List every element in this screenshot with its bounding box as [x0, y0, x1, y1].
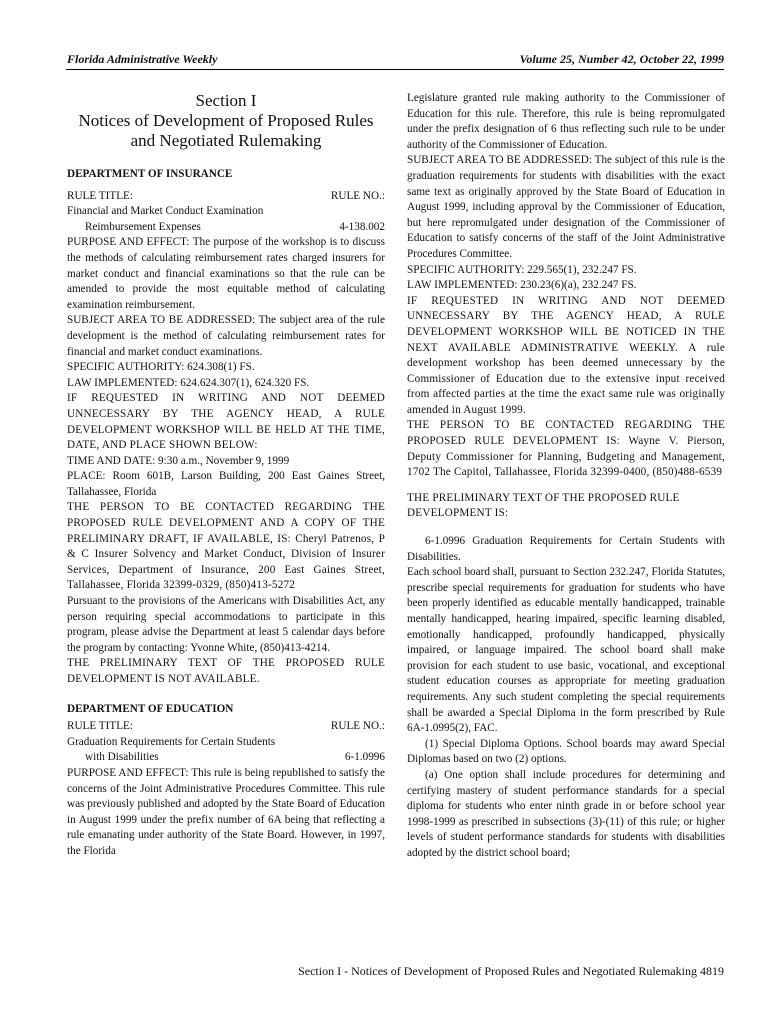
dept-education-heading: DEPARTMENT OF EDUCATION	[67, 702, 234, 715]
subject-area-1: SUBJECT AREA TO BE ADDRESSED: The subject area of the rule development is the method of calculating reimbursement rates for financial and market conduct examinations.	[67, 314, 385, 358]
rule-text-heading: 6-1.0996 Graduation Requirements for Certain Students with Disabilities.	[407, 535, 725, 563]
header-rule	[66, 69, 724, 70]
time-date: TIME AND DATE: 9:30 a.m., November 9, 1999	[67, 454, 290, 467]
section-title-line2: Notices of Development of Proposed Rules	[78, 111, 374, 130]
rule-no-label-2: RULE NO.:	[330, 720, 385, 733]
right-column	[407, 91, 725, 862]
section-title-line1: Section I	[195, 91, 257, 110]
rule-text-body-2: (1) Special Diploma Options. School boards may award Special Diplomas based on two (2) options.	[407, 737, 725, 766]
rule-title-row-1b	[67, 220, 385, 236]
section-title	[67, 91, 385, 151]
purpose-effect-1: PURPOSE AND EFFECT: The purpose of the workshop is to discuss the methods of calculating reimbursement rates charged insurers for market conduct and financial examinations so that the rule can be amended to provide the most equitable method of calculating examination reimbursement.	[67, 236, 385, 311]
place: PLACE: Room 601B, Larson Building, 200 East Gaines Street, Tallahassee, Florida	[67, 470, 385, 498]
preliminary-text-2: THE PRELIMINARY TEXT OF THE PROPOSED RULE DEVELOPMENT IS:	[407, 491, 680, 520]
rule-title-row	[67, 189, 385, 205]
workshop-notice-1: IF REQUESTED IN WRITING AND NOT DEEMED UNNECESSARY BY THE AGENCY HEAD, A RULE DEVELOPMENT WORKSHOP WILL BE HELD AT THE TIME, DATE, AND PLACE SHOWN BELOW:	[67, 392, 385, 452]
section-title-line3: and Negotiated Rulemaking	[130, 131, 322, 150]
rule-title-2b: with Disabilities	[85, 751, 159, 764]
rule-title-row-2b	[67, 750, 385, 766]
rule-number-2: 6-1.0996	[344, 751, 385, 764]
law-implemented-1: LAW IMPLEMENTED: 624.624.307(1), 624.320 FS.	[67, 376, 310, 389]
purpose-effect-2: PURPOSE AND EFFECT: This rule is being republished to satisfy the concerns of the Joint Administrative Procedures Committee. This rule was previously published and adopted by the State Board of Education in August 1999 under the prefix number of 6A being that reflecting a rule emanating under authority of the State Board. However, in 1997, the Florida	[67, 766, 385, 857]
rule-title-label-2: RULE TITLE:	[67, 720, 133, 733]
subject-area-2: SUBJECT AREA TO BE ADDRESSED: The subject of this rule is the graduation requirements for students with disabilities with the exact same text as originally approved by the State Board of Education in August 1999, including approval by the Commissioner of Education, but here repromulgated under designation of the Commissioner of Education to satisfy concerns of the staff of the Joint Administrative Procedures Committee.	[407, 154, 725, 260]
contact-person-1: THE PERSON TO BE CONTACTED REGARDING THE PROPOSED RULE DEVELOPMENT AND A COPY OF THE PRELIMINARY DRAFT, IF AVAILABLE, IS: Cheryl Patrenos, P & C Insurer Solvency and Market Conduct, Division of Insurer Services, Department of Insurance, 200 East Gaines Street, Tallahassee, Florida 32399-0329, (850)413-5272	[67, 501, 385, 592]
rule-number-1: 4-138.002	[339, 220, 385, 233]
purpose-effect-2-continued: Legislature granted rule making authority to the Commissioner of Education for this rule. Therefore, this rule is being repromulgated under the prefix designation of 6 thus reflecting such rule to be under authority of the Commissioner of Education.	[407, 92, 725, 151]
volume-info: Volume 25, Number 42, October 22, 1999	[519, 52, 724, 66]
spacer	[407, 522, 725, 534]
rule-title-1: Financial and Market Conduct Examination	[67, 205, 264, 218]
left-column	[67, 91, 385, 860]
law-implemented-2: LAW IMPLEMENTED: 230.23(6)(a), 232.247 FS.	[407, 279, 637, 292]
rule-title-row-2	[67, 719, 385, 735]
rule-text-body-1: Each school board shall, pursuant to Section 232.247, Florida Statutes, prescribe special requirements for graduation for students who have been properly identified as educable mentally handicapped, trainable mentally handicapped, hearing impaired, specific learning disabled, emotionally handicapped, profoundly handicapped, physically impaired, or language impaired. The school board shall make provision for each student to use basic, vocational, and exceptional student education courses as appropriate for meeting graduation requirements. Any such student completing the special requirements shall be awarded a Special Diploma in the form prescribed by Rule 6A-1.0995(2), FAC.	[407, 566, 725, 735]
dept-insurance-heading: DEPARTMENT OF INSURANCE	[67, 168, 233, 180]
ada-notice: Pursuant to the provisions of the Americans with Disabilities Act, any person requiring special accommodations to participate in this program, please advise the Department at least 5 calendar days before the program by contacting: Yvonne White, (850)413-4214.	[67, 595, 385, 654]
rule-title-2: Graduation Requirements for Certain Students	[67, 735, 276, 748]
spacer	[67, 688, 385, 702]
workshop-notice-2: IF REQUESTED IN WRITING AND NOT DEEMED UNNECESSARY BY THE AGENCY HEAD, A RULE DEVELOPMENT WORKSHOP WILL BE NOTICED IN THE NEXT AVAILABLE ADMINISTRATIVE WEEKLY. A rule development workshop has been deemed unnecessary by the Commissioner of Education due to the extensive input received from affected parties at the time the exact same rule was originally amended in August 1999.	[407, 294, 725, 416]
contact-person-2: THE PERSON TO BE CONTACTED REGARDING THE PROPOSED RULE DEVELOPMENT IS: Wayne V. Pierson, Deputy Commissioner for Planning, Budgeting and Management, 1702 The Capitol, Tallahassee, Florida 32399-0400, (850)488-6539	[407, 419, 725, 479]
specific-authority-2: SPECIFIC AUTHORITY: 229.565(1), 232.247 FS.	[407, 263, 637, 276]
rule-title-1b: Reimbursement Expenses	[85, 220, 201, 233]
spacer	[407, 481, 725, 491]
rule-no-label: RULE NO.:	[330, 189, 385, 202]
specific-authority-1: SPECIFIC AUTHORITY: 624.308(1) FS.	[67, 361, 255, 374]
preliminary-text-1: THE PRELIMINARY TEXT OF THE PROPOSED RULE DEVELOPMENT IS NOT AVAILABLE.	[67, 657, 385, 685]
page-footer: Section I - Notices of Development of Proposed Rules and Negotiated Rulemaking 4819	[298, 964, 724, 978]
rule-title-label: RULE TITLE:	[67, 189, 133, 202]
publication-title: Florida Administrative Weekly	[67, 52, 218, 66]
rule-text-body-3: (a) One option shall include procedures for determining and certifying mastery of student performance standards for a special diploma for students who enter ninth grade in or before school year 1998-1999 as prescribed in subsections (3)-(11) of this rule; or higher levels of student performance standards for students with disabilities adopted by the district school board;	[407, 768, 725, 859]
